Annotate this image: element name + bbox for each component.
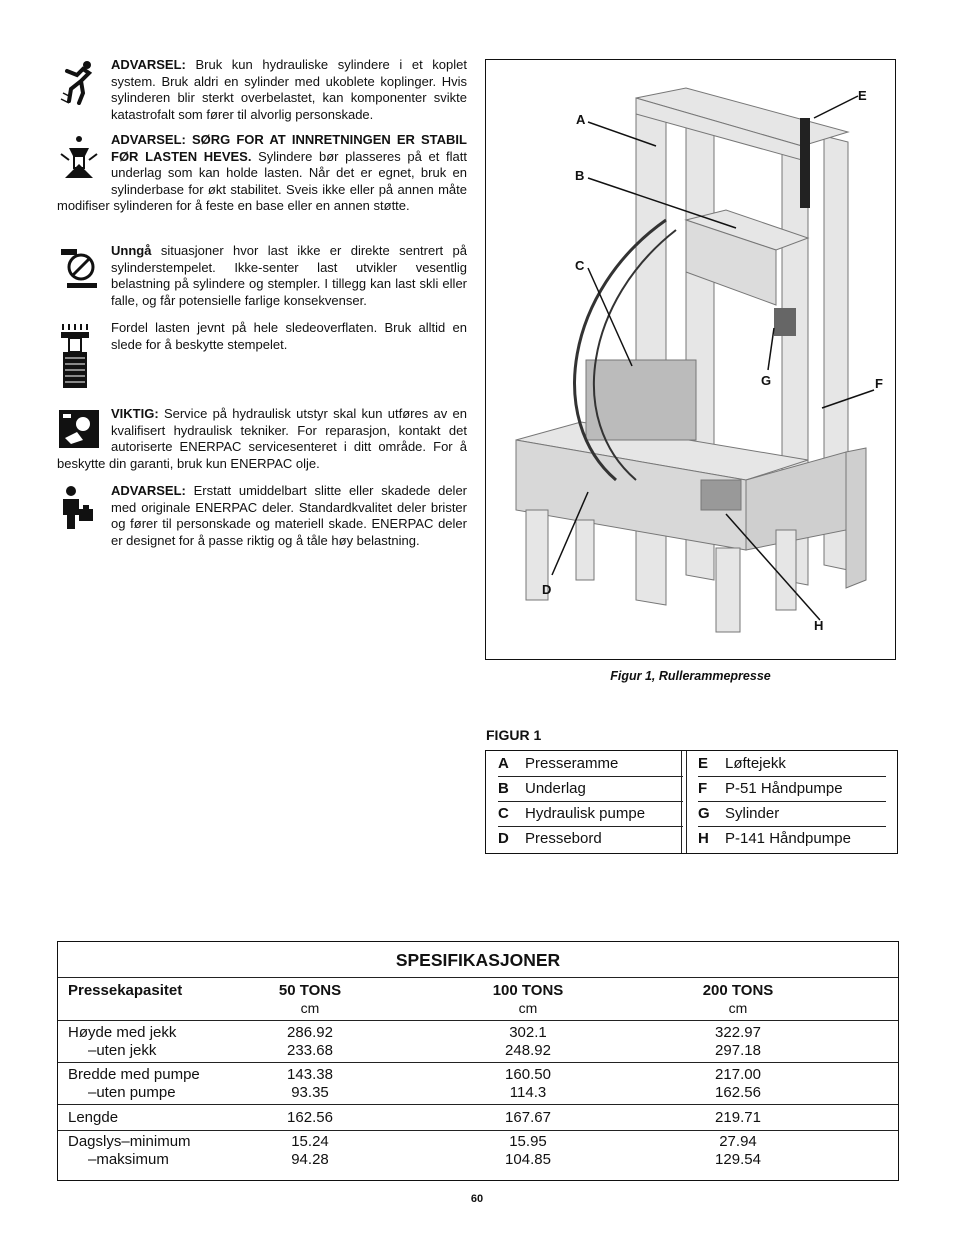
legend-row: [498, 751, 683, 776]
legend-value: Presseramme: [525, 755, 619, 772]
warning-bold: ADVARSEL: SØRG FOR AT INNRETNINGEN ER STABIL FØR LASTEN HEVES.: [111, 132, 467, 164]
legend-value: P-51 Håndpumpe: [725, 780, 843, 797]
warning-text: situasjoner hvor last ikke er direkte sentrert på sylinderstempelet. Ikke-senter last utvikler vesentlig belastning på sylindere og stempler. I tillegg kan last skli eller falle, og får potensielle farlige konsekvenser.: [111, 243, 467, 308]
legend-key: C: [498, 805, 509, 822]
specs-value: 162.56: [715, 1084, 761, 1101]
specs-value: 143.38: [287, 1066, 333, 1083]
off-center-load-icon: [57, 245, 105, 293]
specs-row-label: Lengde: [68, 1109, 119, 1126]
specs-value: 114.3: [509, 1084, 547, 1101]
specs-value: 286.92: [287, 1024, 333, 1041]
warning-hydraulic-coupling: [57, 57, 467, 123]
person-falling-warning-icon: [57, 59, 105, 107]
legend-key: D: [498, 830, 509, 847]
legend-left-column: [498, 751, 683, 853]
cylinder-load-warning-icon: [57, 134, 105, 182]
legend-table: [485, 750, 898, 854]
important-service: [57, 406, 467, 472]
specs-divider: [58, 1020, 898, 1021]
legend-row: [698, 826, 886, 851]
label-F: F: [875, 376, 883, 391]
specs-header-col: 100 TONS: [492, 982, 564, 999]
specs-header-col: 50 TONS: [278, 982, 342, 999]
legend-divider-vertical: [681, 751, 682, 853]
legend-key: F: [698, 780, 708, 797]
legend-key: H: [698, 830, 709, 847]
specs-title: SPESIFIKASJONER: [395, 950, 561, 970]
label-H: H: [814, 618, 824, 633]
label-D: D: [542, 582, 552, 597]
legend-title: FIGUR 1: [486, 727, 542, 743]
specs-value: 93.35: [291, 1084, 329, 1101]
legend-row: [498, 776, 683, 801]
specs-row-sublabel: –maksimum: [88, 1151, 169, 1168]
specs-value: 217.00: [715, 1066, 761, 1083]
legend-value: Hydraulisk pumpe: [525, 805, 646, 822]
legend-value: Pressebord: [525, 830, 602, 847]
figure-caption: Figur 1, Rullerammepresse: [610, 669, 771, 683]
specs-value: 219.71: [715, 1109, 761, 1126]
specs-value: 297.18: [715, 1042, 761, 1059]
specs-value: 233.68: [287, 1042, 333, 1059]
warning-bold: ADVARSEL:: [111, 483, 186, 498]
specs-divider: [58, 1130, 898, 1131]
warning-off-center-load: [57, 243, 467, 309]
legend-row: [498, 826, 683, 851]
press-drawing: [486, 60, 894, 658]
specs-value: 94.28: [291, 1151, 329, 1168]
specs-value: 162.56: [287, 1109, 333, 1126]
warning-stability: [57, 132, 467, 215]
legend-divider-vertical: [686, 751, 687, 853]
legend-row: [698, 801, 886, 826]
legend-key: E: [698, 755, 709, 772]
label-A: A: [576, 112, 586, 127]
note-distribute-load: [57, 320, 467, 392]
specs-divider: [58, 1104, 898, 1105]
page-number: 60: [470, 1193, 484, 1205]
worker-with-part-icon: [57, 485, 105, 533]
specs-value: 322.97: [715, 1024, 761, 1041]
warning-bold: Unngå: [111, 243, 152, 258]
legend-value: Underlag: [525, 780, 586, 797]
label-E: E: [858, 88, 867, 103]
warning-text: Bruk kun hydrauliske sylindere i et koplet system. Bruk aldri en sylinder med ukoblete koplinger. Hvis sylinderen blir sterkt overbelastet, kan komponenter svikte katastrofalt som fører til alvorlig personskade.: [111, 57, 467, 122]
specs-row-label: Høyde med jekk: [68, 1024, 177, 1041]
label-B: B: [575, 168, 585, 183]
warning-replace-parts: [57, 483, 467, 549]
specifications-table: [57, 941, 899, 1181]
note-text: Fordel lasten jevnt på hele sledeoverflaten. Bruk alltid en slede for å beskytte stempelet.: [111, 320, 467, 352]
specs-value: 160.50: [505, 1066, 551, 1083]
warning-text: Sylindere bør plasseres på et flatt underlag som kan holde lasten. Når det er egnet, bruk en sylinderbase for økt stabilitet. Sveis ikke eller på annen måte modifiser sylinderen for å feste en base eller en annen støtte.: [57, 148, 467, 214]
specs-value: 302.1: [509, 1024, 547, 1041]
specs-value: 129.54: [715, 1151, 761, 1168]
specs-row-label: Bredde med pumpe: [68, 1066, 200, 1083]
legend-key: A: [498, 755, 509, 772]
legend-row: [498, 801, 683, 826]
important-bold: VIKTIG:: [111, 406, 159, 421]
warning-text: Erstatt umiddelbart slitte eller skadede deler med originale ENERPAC deler. Standardkvalitet deler brister og fører til personskade og materiell skade. ENERPAC deler er designet for å passe riktig og å tåle høy belastning.: [111, 483, 467, 548]
specs-value: 167.67: [505, 1109, 551, 1126]
label-G: G: [761, 373, 772, 388]
service-technician-icon: [57, 408, 105, 452]
specs-unit: cm: [300, 1000, 320, 1016]
legend-key: G: [698, 805, 710, 822]
specs-value: 15.95: [509, 1133, 547, 1150]
legend-row: [698, 776, 886, 801]
specs-value: 15.24: [291, 1133, 329, 1150]
specs-row-sublabel: –uten jekk: [88, 1042, 157, 1059]
specs-unit: cm: [518, 1000, 538, 1016]
specs-value: 248.92: [505, 1042, 551, 1059]
important-text: Service på hydraulisk utstyr skal kun utføres av en kvalifisert hydraulisk tekniker. For reparasjon, kontakt det autoriserte ENERPAC servicesenteret i ditt område. For å beskytte din garanti, bruk kun ENERPAC olje.: [57, 406, 467, 471]
specs-row-label: Dagslys–minimum: [68, 1133, 191, 1150]
saddle-cylinder-icon: [57, 322, 105, 392]
legend-row: [698, 751, 886, 776]
specs-value: 27.94: [719, 1133, 757, 1150]
specs-divider: [58, 977, 898, 978]
label-C: C: [575, 258, 585, 273]
specs-row-sublabel: –uten pumpe: [88, 1084, 176, 1101]
specs-value: 104.85: [505, 1151, 551, 1168]
legend-value: P-141 Håndpumpe: [725, 830, 851, 847]
specs-header-label: Pressekapasitet: [68, 982, 183, 999]
specs-header-col: 200 TONS: [702, 982, 774, 999]
legend-key: B: [498, 780, 509, 797]
legend-value: Sylinder: [725, 805, 780, 822]
legend-value: Løftejekk: [725, 755, 786, 772]
warning-bold: ADVARSEL:: [111, 57, 186, 72]
legend-right-column: [698, 751, 886, 853]
specs-unit: cm: [728, 1000, 748, 1016]
specs-divider: [58, 1062, 898, 1063]
figure-press-illustration: [485, 59, 896, 660]
